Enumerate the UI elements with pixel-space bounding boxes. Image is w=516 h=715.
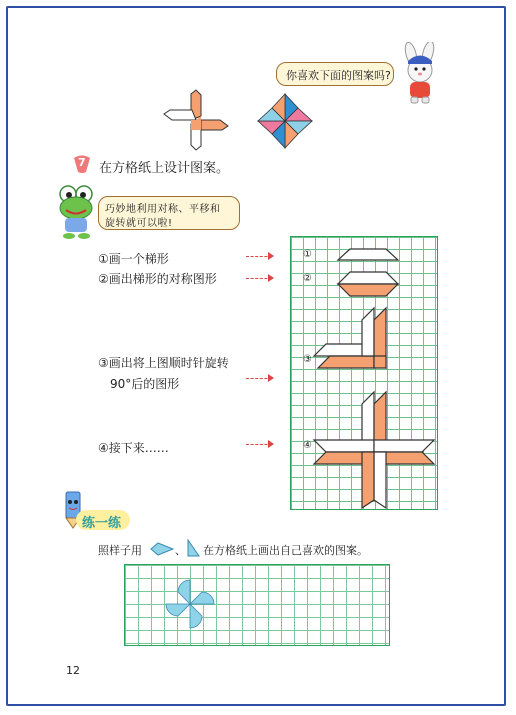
- step-3-text-line2: 90°后的图形: [110, 377, 180, 391]
- practice-title: 练一练: [82, 516, 122, 531]
- arrow-step-1: [246, 256, 272, 257]
- top-bubble-text: 你喜欢下面的图案吗?: [286, 69, 391, 82]
- grid-marker-2: ②: [303, 273, 312, 284]
- step-3-text-line1: ③画出将上图顺时针旋转: [98, 356, 229, 370]
- frog-bubble-line1: 巧妙地利用对称、平移和: [105, 204, 221, 215]
- pinwheel-blade-2: [190, 592, 214, 604]
- step-1-text: ①画一个梯形: [98, 252, 169, 266]
- trapezoid-step-2-top: [338, 272, 398, 284]
- grid-marker-3: ③: [303, 354, 312, 365]
- problem-number: 7: [78, 156, 86, 169]
- problem-title: 在方格纸上设计图案。: [99, 161, 230, 176]
- practice-instruction-pre: 照样子用: [98, 544, 142, 557]
- frog-mascot-icon: [56, 184, 98, 242]
- rabbit-mascot-icon: [395, 42, 445, 104]
- main-grid-drawings: [290, 236, 438, 510]
- top-speech-bubble: [276, 62, 394, 86]
- rhombus-icon: [150, 542, 174, 556]
- arrow-step-2: [246, 278, 272, 279]
- cross-right-white: [374, 440, 434, 452]
- grid-marker-1: ①: [303, 249, 312, 260]
- pattern-arm-left: [164, 110, 196, 120]
- cross-down-white: [374, 452, 386, 508]
- cross-left-white: [314, 440, 374, 452]
- grid-marker-4: ④: [303, 440, 312, 451]
- pinwheel-blade-4: [166, 604, 190, 616]
- page-number: 12: [66, 664, 80, 677]
- trapezoid-step-1: [338, 249, 398, 260]
- orange-trapezoid-pattern: [160, 88, 232, 152]
- practice-separator: 、: [175, 544, 186, 557]
- step-2-text: ②画出梯形的对称图形: [98, 272, 217, 286]
- pinwheel-blade-1: [178, 580, 190, 604]
- trapezoid-step-2-bottom: [338, 284, 398, 296]
- triangle-icon: [186, 539, 200, 557]
- frog-bubble-line2: 旋转就可以啦!: [105, 218, 173, 229]
- practice-pinwheel-drawing: [160, 574, 220, 634]
- pinwheel-blade-3: [190, 604, 202, 628]
- pinwheel-pattern: [254, 90, 316, 152]
- arrow-step-4: [246, 444, 272, 445]
- cross-down-orange: [362, 452, 374, 508]
- arrow-step-3: [246, 378, 272, 379]
- step-4-text: ④接下来……: [98, 441, 169, 455]
- frog-speech-bubble: [98, 196, 240, 230]
- practice-instruction-post: 在方格纸上画出自己喜欢的图案。: [203, 544, 368, 557]
